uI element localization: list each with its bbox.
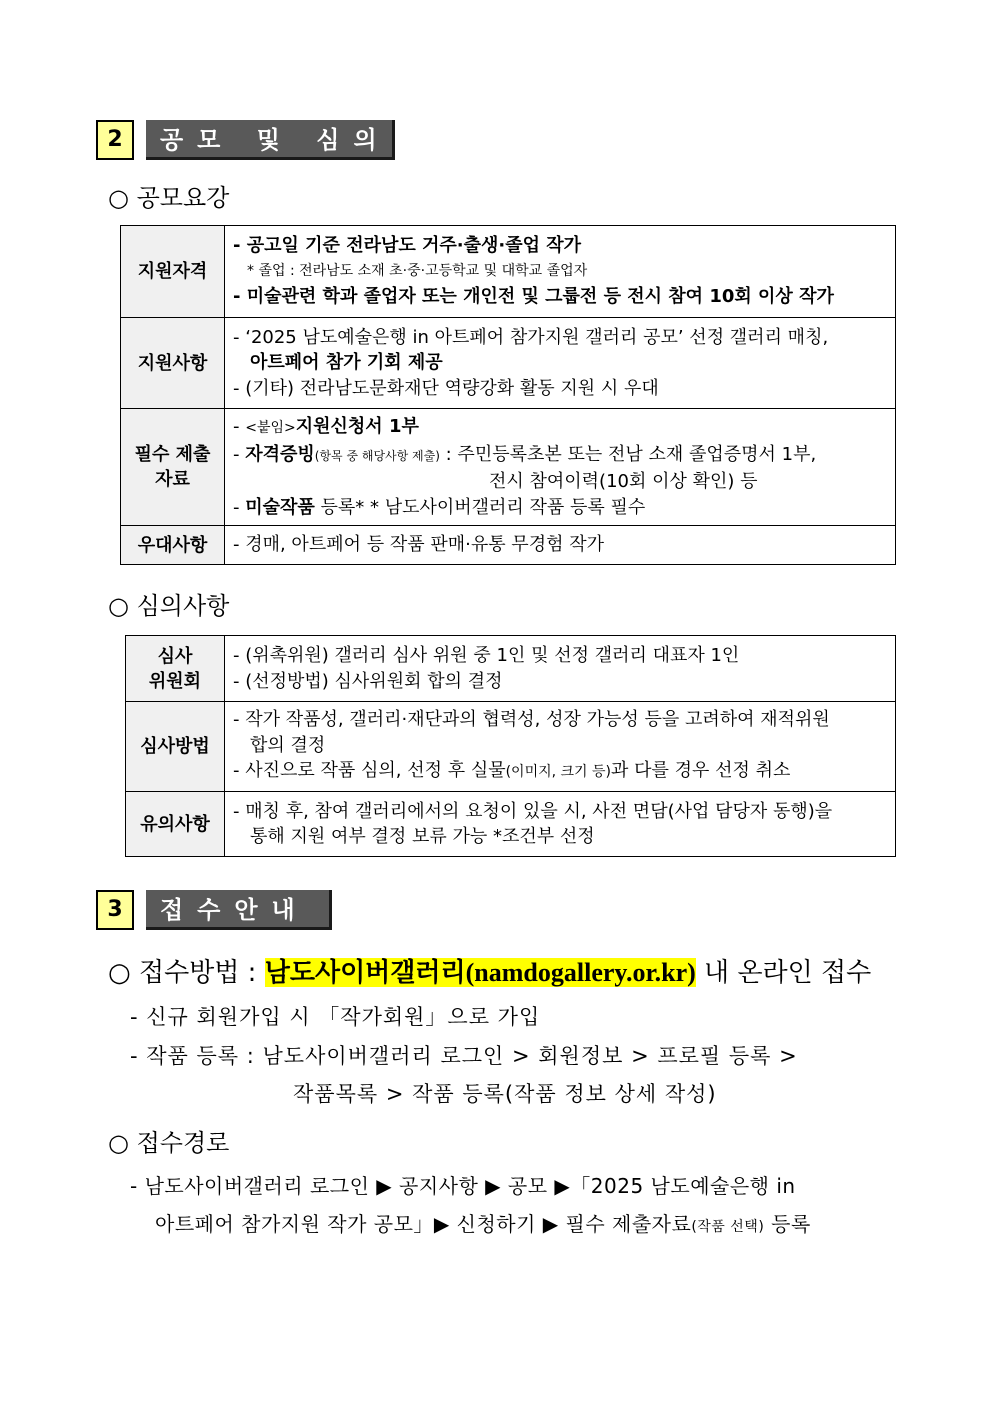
content-line: 합의 결정 [250, 734, 326, 756]
row-label: 심사방법 [126, 702, 225, 792]
content-line: - 경매, 아트페어 등 작품 판매·유통 무경험 작가 [233, 534, 604, 556]
content-line: - 공고일 기준 전라남도 거주·출생·졸업 작가 [233, 235, 582, 257]
row-content [225, 792, 896, 857]
row-label [121, 409, 225, 526]
content-line [233, 495, 887, 521]
method-line: - 작품 등록 : 남도사이버갤러리 로그인 > 회원정보 > 프로필 등록 > [130, 1044, 798, 1068]
text: 등록* * 남도사이버갤러리 작품 등록 필수 [314, 496, 646, 518]
label-line: 필수 제출 [134, 444, 211, 465]
method-line: - 신규 회원가입 시 「작가회원」으로 가입 [130, 1005, 541, 1029]
heading-review: ○ 심의사항 [108, 592, 230, 620]
content-line: - (선정방법) 심사위원회 합의 결정 [233, 670, 503, 692]
label-line: 심사 [157, 645, 193, 667]
table-row [121, 318, 896, 409]
row-content [225, 318, 896, 409]
content-line: 아트페어 참가 기회 제공 [250, 352, 443, 374]
section-title-3: 접수안내 [146, 890, 332, 930]
heading-recruitment: ○ 공모요강 [108, 184, 230, 212]
content-line: - 미술관련 학과 졸업자 또는 개인전 및 그룹전 등 전시 참여 10회 이상 작가 [233, 286, 834, 308]
text: - [233, 443, 246, 465]
text: 과 다를 경우 선정 취소 [611, 760, 791, 782]
content-line: 전시 참여이력(10회 이상 확인) 등 [489, 471, 758, 492]
review-table [125, 635, 896, 857]
text: - [233, 496, 246, 518]
section-title-2: 공모 및 심의 [146, 120, 395, 160]
text: (작품 선택) [691, 1219, 765, 1235]
content-line: - 작가 작품성, 갤러리·재단과의 협력성, 성장 가능성 등을 고려하여 재적위원 [233, 709, 830, 731]
text: 내 온라인 접수 [695, 958, 872, 988]
text: - 사진으로 작품 심의, 선정 후 실물 [233, 760, 506, 782]
row-label: 우대사항 [121, 526, 225, 565]
content-line: * 졸업 : 전라남도 소재 초·중·고등학교 및 대학교 졸업자 [247, 262, 588, 279]
content-line: - (기타) 전라남도문화재단 역량강화 활동 지원 시 우대 [233, 377, 659, 399]
text: (항목 중 해당사항 제출) [314, 448, 440, 463]
row-content [225, 702, 896, 792]
gallery-link[interactable]: 남도사이버갤러리(namdogallery.or.kr) [264, 958, 696, 987]
row-label: 유의사항 [126, 792, 225, 857]
heading-route: ○ 접수경로 [108, 1129, 230, 1157]
content-line: - 매칭 후, 참여 갤러리에서의 요청이 있을 시, 사전 면담(사업 담당자 동행)을 [233, 800, 833, 822]
row-content [225, 636, 896, 702]
content-line: - (위촉위원) 갤러리 심사 위원 중 1인 및 선정 갤러리 대표자 1인 [233, 645, 740, 666]
route-line [155, 1208, 811, 1237]
table-row [126, 636, 896, 702]
text: 아트페어 참가지원 작가 공모」▶ 신청하기 ▶ 필수 제출자료 [155, 1212, 692, 1236]
table-row [121, 226, 896, 318]
text: <붙임> [245, 420, 296, 436]
label-line: 자료 [155, 469, 190, 490]
row-label: 지원사항 [121, 318, 225, 409]
method-line: 작품목록 > 작품 등록(작품 정보 상세 작성) [293, 1082, 717, 1106]
label-line: 위원회 [148, 670, 202, 692]
text: : 주민등록초본 또는 전남 소재 졸업증명서 1부, [439, 443, 817, 465]
content-line: 통해 지원 여부 결정 보류 가능 *조건부 선정 [250, 826, 595, 847]
row-content [225, 526, 896, 565]
row-content [225, 226, 896, 318]
receipt-method [108, 952, 871, 989]
content-line [233, 442, 887, 470]
row-label [126, 636, 225, 702]
text: 지원신청서 1부 [295, 416, 419, 437]
table-row [121, 409, 896, 526]
content-line: - ‘2025 남도예술은행 in 아트페어 참가지원 갤러리 공모’ 선정 갤러리 매칭, [233, 326, 829, 348]
text: 자격증빙 [245, 443, 315, 465]
text: - [233, 416, 246, 437]
row-label: 지원자격 [121, 226, 225, 318]
recruitment-table [120, 225, 896, 565]
section-number-3: 3 [96, 890, 134, 930]
route-line: - 남도사이버갤러리 로그인 ▶ 공지사항 ▶ 공모 ▶「2025 남도예술은행 in [130, 1174, 796, 1198]
text: (이미지, 크기 등) [505, 764, 612, 781]
section-number-2: 2 [96, 120, 134, 160]
text: 등록 [764, 1212, 811, 1236]
content-line [233, 758, 887, 786]
table-row [126, 792, 896, 857]
row-content [225, 409, 896, 526]
table-row [121, 526, 896, 565]
text: 미술작품 [245, 496, 315, 518]
text: ○ 접수방법 : [108, 958, 265, 988]
content-line [233, 414, 887, 442]
table-row [126, 702, 896, 792]
